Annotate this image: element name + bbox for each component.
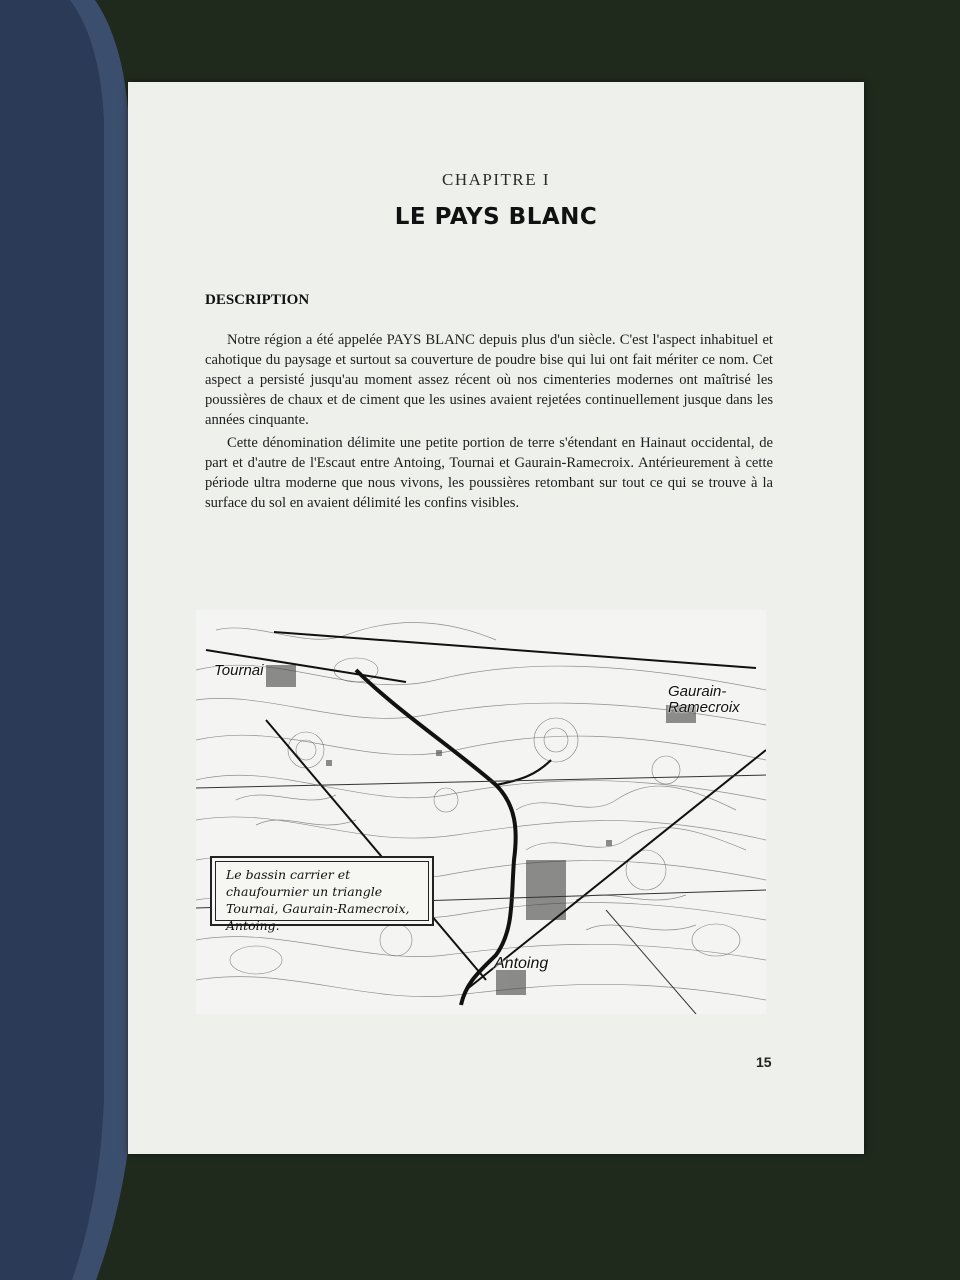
map-legend-text: Le bassin carrier et chaufournier un triangle Tournai, Gaurain-Ramecroix, Antoing. [226,867,410,933]
paragraph-1: Notre région a été appelée PAYS BLANC depuis plus d'un siècle. C'est l'aspect inhabituel et cahotique du paysage et surtout sa couverture de poudre bise qui lui ont fait mériter ce nom. Cet aspect a persisté jusqu'au moment assez récent où nos cimenteries modernes ont maîtrisé les poussières de chaux et de ciment que les usines avaient rejetées continuellement jusque dans les années cinquante. [205,332,773,428]
page-number: 15 [756,1054,772,1070]
map-label-tournai: Tournai [214,662,264,679]
chapter-title: LE PAYS BLANC [394,204,598,230]
chapter-label: CHAPITRE I [441,170,551,189]
section-heading: DESCRIPTION [205,292,310,308]
book-page [128,82,864,1154]
map-figure [196,610,766,1014]
paragraph-2: Cette dénomination délimite une petite portion de terre s'étendant en Hainaut occidental, de part et d'autre de l'Escaut entre Antoing, Tournai et Gaurain-Ramecroix. Antérieurement à cette période ultra moderne que nous vivons, les poussières retombant sur tout ce qui se trouve à la surface du sol en avaient délimité les confins visibles. [205,435,773,511]
map-drawing [196,610,766,1014]
map-label-antoing: Antoing [494,955,549,972]
map-label-gaurain: Gaurain-Ramecroix [668,683,740,716]
map-legend-box [210,856,434,933]
